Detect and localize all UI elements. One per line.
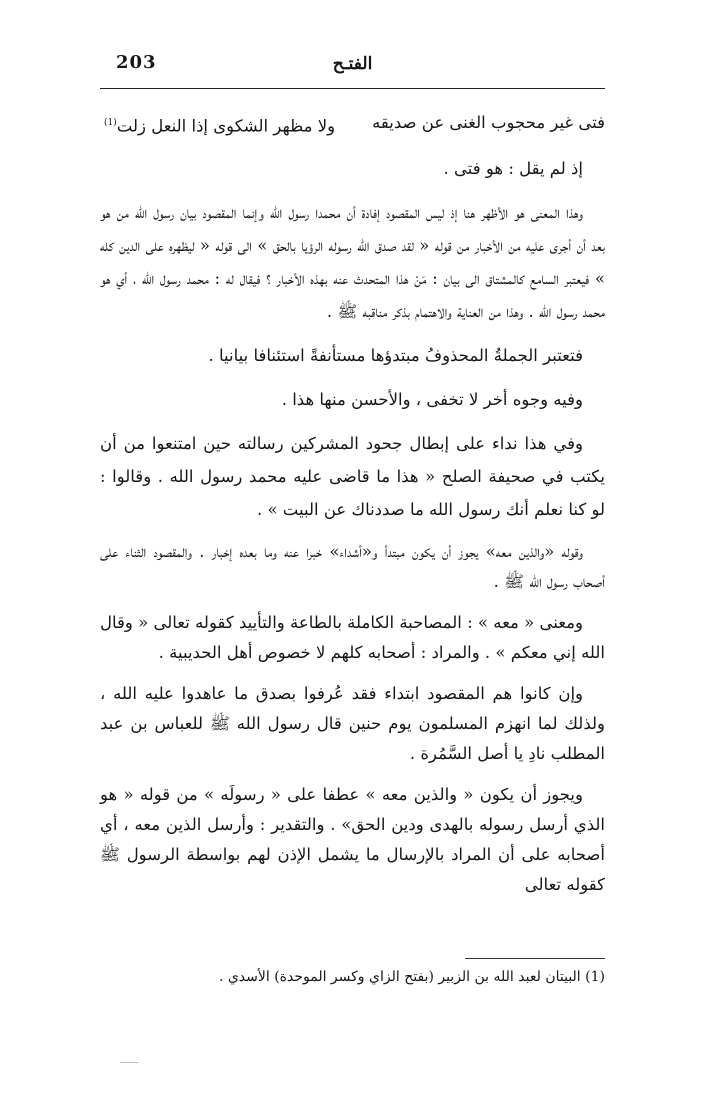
poetry-verse <box>100 108 605 142</box>
footnote: (1) البيتان لعبد الله بن الزبير (بفتح الزاي وكسر الموحدة) الأسدي . <box>218 969 605 985</box>
header-divider <box>100 88 605 89</box>
paragraph: وقوله «والذين معه» يجوز أن يكون مبتدأ و«أشداء» خبرا عنه وما بعده إخبار . والمقصود الثناء على أصحاب رسول الله ﷺ . <box>100 541 605 591</box>
verse-second-text: ولا مظهر الشكوى إذا النعل زلت <box>116 116 336 136</box>
paragraph: وهذا المعنى هو الأظهر هنا إذ ليس المقصود إفادة أن محمدا رسول الله وإنما المقصود بيان رسول الله من هو بعد أن أجرى عليه من الأخبار من قوله « لقد صدق الله رسوله الرؤيا بالحق » الى قوله « ليظهره على الدين كله » فيعتبر السامع كالمشتاق الى بيان : مَنْ هذا المتحدث عنه بهذه الأخبار ؟ فيقال له : محمد رسول الله ، أي هو محمد رسول الله . وهذا من العناية والاهتمام بذكر مناقبه ﷺ . <box>100 202 605 321</box>
scan-mark <box>120 1062 138 1063</box>
page-header <box>100 52 605 82</box>
paragraph: وفي هذا نداء على إبطال جحود المشركين رسالته حين امتنعوا من أن يكتب في صحيفة الصلح « هذا ما قاضى عليه محمد رسول الله . وقالوا : لو كنا نعلم أنك رسول الله ما صددناك عن البيت » . <box>100 433 605 519</box>
verse-second-hemistich <box>104 108 335 142</box>
footnote-marker: (1) <box>104 118 117 128</box>
paragraph: إذ لم يقل : هو فتى . <box>443 158 583 178</box>
page-number: 203 <box>116 52 157 73</box>
verse-first-hemistich: فتى غير محجوب الغنى عن صديقه <box>372 113 605 132</box>
main-text <box>100 108 605 911</box>
paragraph: ومعنى « معه » : المصاحبة الكاملة بالطاعة والتأييد كقوله تعالى « وقال الله إني معكم » . والمراد : أصحابه كلهم لا خصوص أهل الحديبية . <box>100 612 605 662</box>
paragraph: فتعتبر الجملةُ المحذوفُ مبتدؤها مستأنفةً استئنافا بيانيا . <box>208 345 583 365</box>
footnote-divider <box>465 958 605 959</box>
paragraph: وفيه وجوه أخر لا تخفى ، والأحسن منها هذا . <box>281 389 583 409</box>
chapter-title: الفتـح <box>332 54 373 74</box>
paragraph: ويجوز أن يكون « والذين معه » عطفا على « رسولَه » من قوله « هو الذي أرسل رسوله بالهدى ودين الحق» . والتقدير : وأرسل الذين معه ، أي أصحابه على أن المراد بالإرسال ما يشمل الإذن لهم بواسطة الرسول ﷺ كقوله تعالى <box>100 784 605 894</box>
paragraph: وإن كانوا هم المقصود ابتداء فقد عُرفوا بصدق ما عاهدوا عليه الله ، ولذلك لما انهزم المسلمون يوم حنين قال رسول الله ﷺ للعباس بن عبد المطلب نادِ يا أصل السَّمُرة . <box>100 683 605 763</box>
